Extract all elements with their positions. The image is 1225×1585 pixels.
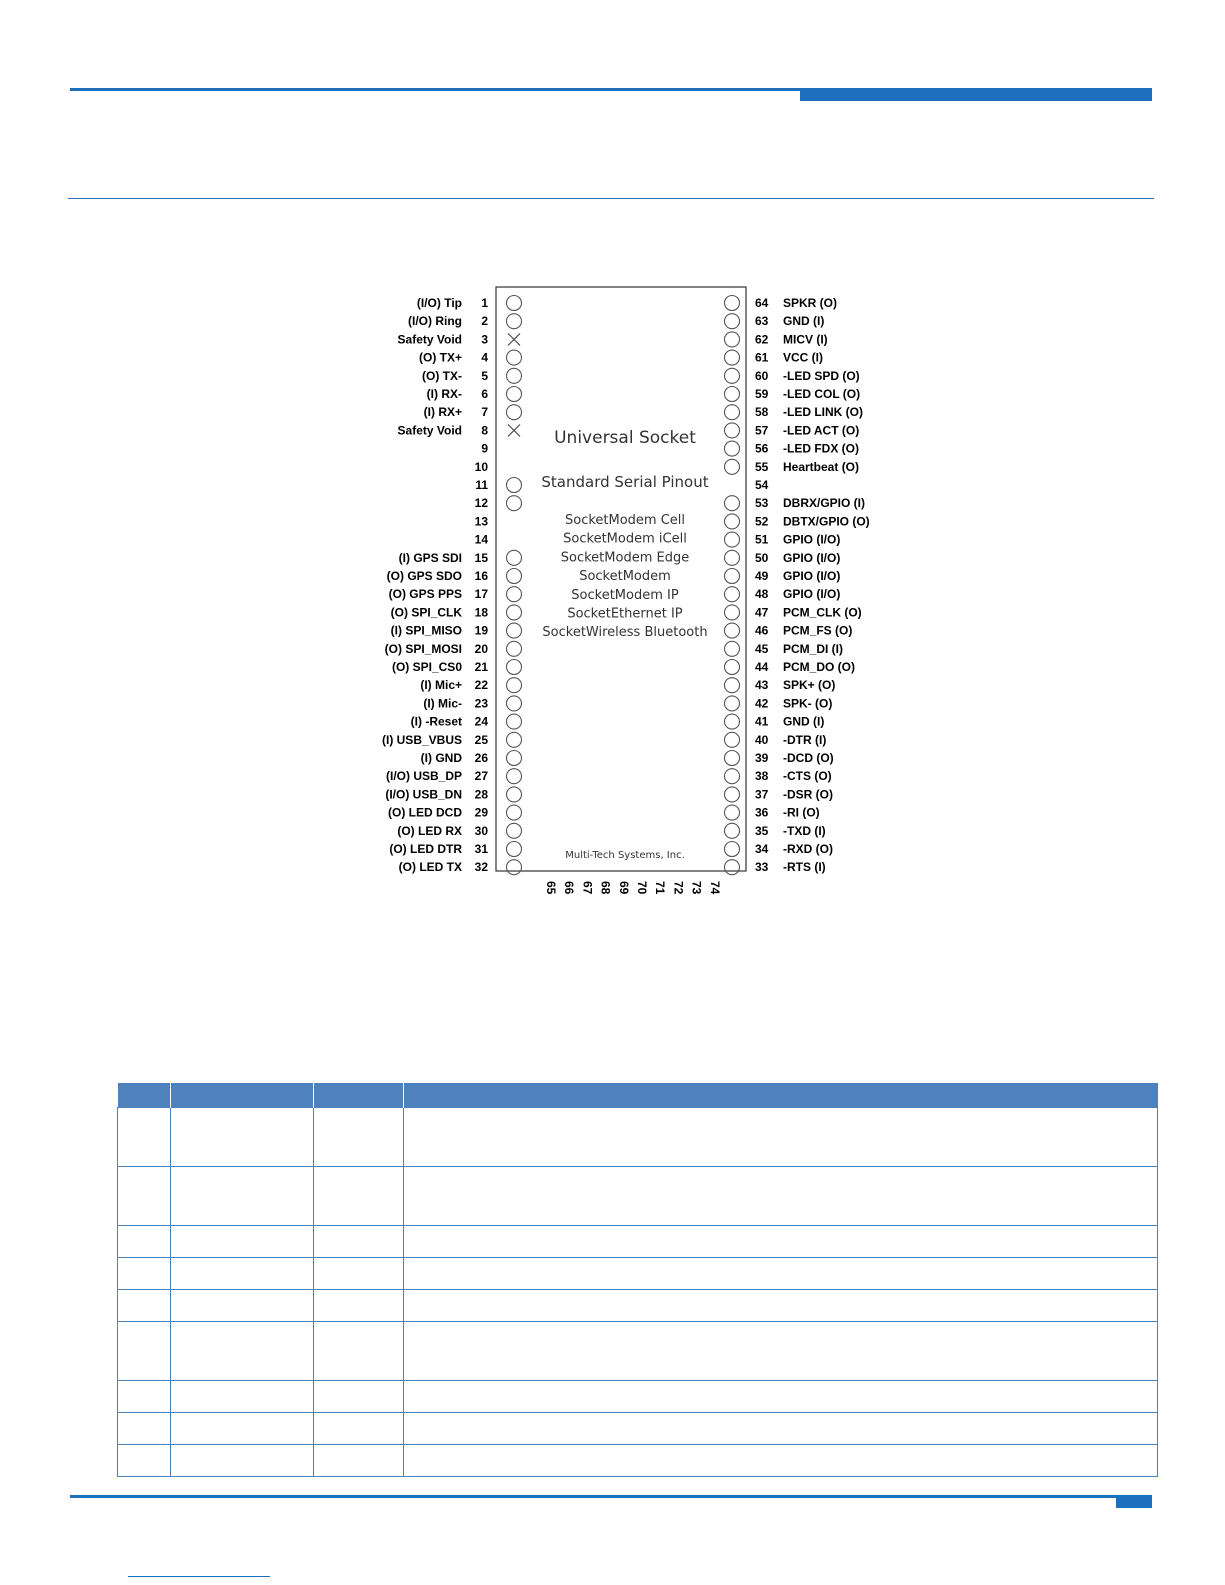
table-cell: [118, 1108, 171, 1167]
table-cell: [118, 1322, 171, 1381]
product-name: SocketWireless Bluetooth: [542, 625, 708, 641]
left-pin-number: 13: [474, 514, 488, 529]
right-pin-label: -RXD (O): [783, 842, 833, 856]
pin-hole-icon: [725, 441, 740, 456]
product-name: SocketModem: [579, 569, 671, 585]
pin-hole-icon: [725, 805, 740, 820]
diagram-title: Universal Socket: [554, 428, 696, 448]
right-pin-label: GND (I): [783, 714, 825, 729]
right-pin-label: GPIO (I/O): [783, 550, 841, 565]
pin-hole-icon: [507, 732, 522, 747]
left-pin-label: (I) Mic-: [423, 696, 462, 711]
pin-hole-icon: [725, 459, 740, 474]
table-cell: [171, 1413, 314, 1445]
left-pin-number: 20: [474, 641, 488, 656]
table-row: [118, 1108, 1158, 1167]
table-cell: [404, 1167, 1158, 1226]
left-pin-number: 24: [474, 714, 488, 729]
left-pin-number: 4: [481, 350, 488, 365]
left-pin-number: 18: [474, 605, 488, 620]
right-pin-number: 34: [755, 842, 769, 856]
left-pin-number: 7: [481, 405, 488, 420]
pin-hole-icon: [507, 751, 522, 766]
pin-hole-icon: [725, 423, 740, 438]
left-pin-number: 12: [474, 496, 488, 511]
left-pin-number: 11: [475, 478, 488, 492]
right-pin-number: 49: [755, 569, 769, 583]
bottom-pin-number: 74: [707, 881, 722, 895]
left-pin-number: 23: [474, 696, 488, 711]
right-pin-label: Heartbeat (O): [783, 459, 860, 474]
table-cell: [171, 1445, 314, 1477]
product-name: SocketModem IP: [571, 587, 679, 603]
table-cell: [171, 1258, 314, 1290]
table-cell: [171, 1167, 314, 1226]
right-pin-label: PCM_CLK (O): [783, 605, 862, 620]
left-pin-label: (O) TX+: [418, 350, 462, 365]
left-pin-number: 29: [474, 805, 488, 820]
table-cell: [404, 1381, 1158, 1413]
right-pin-number: 33: [755, 860, 769, 875]
pin-hole-icon: [507, 478, 522, 493]
left-pin-label: (O) SPI_CS0: [391, 660, 462, 674]
pin-hole-icon: [507, 787, 522, 802]
table-row: [118, 1445, 1158, 1477]
left-pin-label: (I) SPI_MISO: [390, 623, 462, 638]
right-pin-number: 51: [755, 532, 769, 547]
bottom-pin-number: 72: [671, 881, 686, 895]
table-cell: [118, 1167, 171, 1226]
right-pin-label: GPIO (I/O): [783, 587, 841, 602]
pin-hole-icon: [725, 314, 740, 329]
pin-hole-icon: [507, 678, 522, 693]
pin-hole-icon: [725, 860, 740, 875]
column-header: [404, 1083, 1158, 1108]
pin-hole-icon: [725, 405, 740, 420]
table-cell: [118, 1413, 171, 1445]
pin-hole-icon: [507, 387, 522, 402]
bottom-pin-number: 73: [689, 881, 704, 895]
left-pin-label: (I/O) USB_DP: [385, 769, 462, 784]
pin-hole-icon: [507, 496, 522, 511]
right-pin-number: 62: [755, 332, 769, 347]
table-row: [118, 1290, 1158, 1322]
product-name: SocketModem Cell: [564, 513, 686, 528]
left-pin-label: (O) LED RX: [397, 823, 462, 838]
left-pin-number: 30: [474, 823, 488, 838]
pin-hole-icon: [725, 751, 740, 766]
pin-hole-icon: [507, 605, 522, 620]
table-cell: [314, 1108, 404, 1167]
pin-hole-icon: [725, 660, 740, 675]
table-cell: [171, 1322, 314, 1381]
pin-hole-icon: [507, 805, 522, 820]
right-pin-number: 57: [755, 423, 769, 438]
left-pin-label: (O) GPS PPS: [388, 587, 462, 602]
table-cell: [404, 1413, 1158, 1445]
right-pin-label: GPIO (I/O): [783, 569, 841, 583]
pin-hole-icon: [507, 569, 522, 584]
left-pin-number: 19: [474, 623, 488, 638]
left-pin-number: 10: [474, 459, 488, 474]
right-pin-label: SPK- (O): [783, 696, 833, 711]
left-pin-number: 17: [474, 587, 488, 602]
bottom-pin-number: 68: [598, 881, 613, 895]
pin-hole-icon: [725, 787, 740, 802]
left-pin-label: (I/O) USB_DN: [385, 787, 462, 802]
table-cell: [314, 1258, 404, 1290]
right-pin-number: 64: [755, 296, 769, 310]
left-pin-label: (I/O) Ring: [408, 314, 462, 329]
column-header: [314, 1083, 404, 1108]
pin-hole-icon: [725, 514, 740, 529]
right-pin-number: 47: [755, 605, 769, 620]
bottom-pin-number: 67: [580, 881, 595, 895]
pin-hole-icon: [507, 641, 522, 656]
pin-hole-icon: [507, 350, 522, 365]
right-pin-label: GND (I): [783, 314, 825, 329]
pin-hole-icon: [725, 823, 740, 838]
column-header: [118, 1083, 171, 1108]
left-pin-label: (I) -Reset: [410, 714, 462, 729]
table-body: [118, 1108, 1158, 1477]
right-pin-label: -DSR (O): [783, 787, 833, 802]
table-row: [118, 1258, 1158, 1290]
safety-void-x-icon: [508, 333, 520, 345]
table-cell: [314, 1381, 404, 1413]
right-pin-number: 54: [755, 478, 769, 492]
right-pin-number: 48: [755, 587, 769, 602]
right-pin-label: PCM_FS (O): [783, 623, 853, 638]
right-pin-label: -DTR (I): [783, 732, 827, 747]
right-pin-number: 42: [755, 696, 769, 711]
left-pin-number: 21: [474, 660, 488, 674]
right-pin-label: -LED ACT (O): [783, 423, 860, 438]
right-pin-number: 41: [755, 714, 769, 729]
pin-hole-icon: [725, 641, 740, 656]
table-cell: [314, 1413, 404, 1445]
table-cell: [404, 1290, 1158, 1322]
table-cell: [404, 1258, 1158, 1290]
pin-hole-icon: [725, 550, 740, 565]
footer-link-underline[interactable]: [128, 1576, 270, 1577]
right-pin-label: SPK+ (O): [783, 678, 836, 693]
pin-hole-icon: [725, 368, 740, 383]
table-cell: [404, 1226, 1158, 1258]
bottom-pin-number: 66: [562, 881, 577, 895]
pin-hole-icon: [507, 623, 522, 638]
right-pin-label: DBTX/GPIO (O): [783, 514, 870, 529]
right-pin-number: 46: [755, 623, 769, 638]
pin-hole-icon: [507, 550, 522, 565]
left-pin-number: 15: [474, 550, 488, 565]
right-pin-label: -LED FDX (O): [783, 441, 859, 456]
left-pin-label: (I) RX+: [423, 405, 462, 420]
footer-rule: [70, 1495, 1152, 1498]
right-pin-label: -RTS (I): [783, 860, 826, 875]
pin-hole-icon: [507, 296, 522, 311]
right-pin-label: -LED LINK (O): [783, 405, 863, 420]
left-pin-label: (O) GPS SDO: [386, 569, 462, 583]
pin-hole-icon: [507, 587, 522, 602]
diagram-subtitle: Standard Serial Pinout: [541, 473, 709, 491]
left-pin-number: 9: [481, 441, 488, 456]
pin-hole-icon: [725, 605, 740, 620]
column-header: [171, 1083, 314, 1108]
pin-hole-icon: [507, 769, 522, 784]
table-cell: [314, 1226, 404, 1258]
pin-hole-icon: [725, 714, 740, 729]
right-pin-label: SPKR (O): [783, 296, 837, 310]
pin-hole-icon: [725, 769, 740, 784]
left-pin-number: 1: [481, 296, 488, 310]
left-pin-number: 14: [474, 532, 488, 547]
right-pin-number: 37: [755, 787, 769, 802]
left-pin-number: 27: [474, 769, 488, 784]
table-cell: [404, 1445, 1158, 1477]
bottom-pin-number: 69: [616, 881, 631, 895]
pin-hole-icon: [507, 314, 522, 329]
table-cell: [314, 1290, 404, 1322]
right-pin-number: 55: [755, 459, 769, 474]
left-pin-label: (I) RX-: [426, 387, 462, 401]
right-pin-number: 56: [755, 441, 769, 456]
pin-hole-icon: [725, 532, 740, 547]
right-pin-label: -CTS (O): [783, 769, 832, 784]
table-cell: [118, 1445, 171, 1477]
product-name: SocketModem Edge: [560, 550, 690, 566]
right-pin-label: MICV (I): [783, 332, 828, 347]
bottom-pin-number: 71: [653, 881, 668, 895]
right-pin-number: 59: [755, 387, 769, 401]
right-pin-label: -RI (O): [783, 805, 820, 820]
bottom-pin-number: 65: [544, 881, 558, 895]
table-cell: [314, 1445, 404, 1477]
table-cell: [314, 1322, 404, 1381]
bottom-pin-row: [544, 881, 722, 895]
pin-hole-icon: [725, 332, 740, 347]
pin-hole-icon: [725, 587, 740, 602]
table-cell: [314, 1167, 404, 1226]
pin-hole-icon: [725, 350, 740, 365]
left-pin-number: 26: [474, 751, 488, 765]
right-pin-number: 50: [755, 550, 769, 565]
footer-page-tab: [1116, 1498, 1152, 1508]
right-pin-number: 63: [755, 314, 769, 329]
table-cell: [171, 1290, 314, 1322]
table-cell: [171, 1108, 314, 1167]
left-pin-number: 31: [474, 842, 488, 856]
left-pin-label: (I) GPS SDI: [398, 550, 462, 565]
table-cell: [118, 1381, 171, 1413]
right-pin-label: DBRX/GPIO (I): [783, 496, 866, 511]
table-cell: [171, 1226, 314, 1258]
right-pin-number: 61: [755, 350, 769, 365]
pin-hole-icon: [507, 368, 522, 383]
bottom-pin-number: 70: [635, 881, 649, 895]
pin-hole-icon: [507, 842, 522, 857]
safety-void-x-icon: [508, 424, 520, 436]
pin-hole-icon: [725, 732, 740, 747]
pin-hole-icon: [507, 860, 522, 875]
right-pin-label: GPIO (I/O): [783, 532, 841, 547]
left-pin-label: (I) GND: [420, 751, 462, 765]
table-row: [118, 1322, 1158, 1381]
left-pin-label: Safety Void: [397, 332, 462, 347]
pin-hole-icon: [725, 696, 740, 711]
pin-hole-icon: [725, 496, 740, 511]
left-pin-label: (O) LED DTR: [389, 842, 462, 856]
right-pin-number: 52: [755, 514, 769, 529]
table-row: [118, 1413, 1158, 1445]
pin-hole-icon: [725, 569, 740, 584]
right-pin-label: -LED SPD (O): [783, 368, 860, 383]
pin-hole-icon: [507, 823, 522, 838]
left-pin-label: Safety Void: [397, 423, 462, 438]
table-row: [118, 1167, 1158, 1226]
right-pin-label: -LED COL (O): [783, 387, 861, 401]
left-pin-label: (I) Mic+: [420, 678, 462, 693]
product-name: SocketEthernet IP: [567, 606, 683, 622]
pin-hole-icon: [507, 696, 522, 711]
left-pin-number: 16: [474, 569, 488, 583]
product-name: SocketModem iCell: [563, 531, 687, 547]
left-pin-label: (O) SPI_MOSI: [384, 641, 462, 656]
left-pin-number: 25: [474, 732, 488, 747]
right-pin-label: PCM_DI (I): [783, 641, 843, 656]
table-cell: [404, 1322, 1158, 1381]
left-pin-number: 3: [481, 332, 488, 347]
product-list: [542, 513, 707, 640]
diagram-footer: Multi-Tech Systems, Inc.: [565, 850, 685, 861]
table-cell: [404, 1108, 1158, 1167]
left-pin-label: (O) TX-: [422, 368, 462, 383]
table-header-row: [118, 1083, 1158, 1108]
left-pin-label: (O) LED TX: [398, 860, 462, 875]
right-pin-number: 40: [755, 732, 769, 747]
right-pin-number: 36: [755, 805, 769, 820]
right-pin-number: 43: [755, 678, 769, 693]
right-pin-label: VCC (I): [783, 350, 823, 365]
pin-hole-icon: [507, 714, 522, 729]
table-row: [118, 1381, 1158, 1413]
right-pin-number: 35: [755, 823, 769, 838]
left-pin-number: 5: [481, 368, 488, 383]
right-pin-label: -DCD (O): [783, 751, 834, 765]
left-pin-number: 22: [474, 678, 488, 693]
left-pin-column: [382, 296, 522, 875]
pin-hole-icon: [725, 842, 740, 857]
left-pin-number: 6: [481, 387, 488, 401]
right-pin-number: 45: [755, 641, 769, 656]
pin-hole-icon: [507, 660, 522, 675]
pin-hole-icon: [725, 296, 740, 311]
left-pin-number: 2: [481, 314, 488, 329]
pin-hole-icon: [725, 623, 740, 638]
left-pin-number: 28: [474, 787, 488, 802]
pin-hole-icon: [507, 405, 522, 420]
right-pin-number: 60: [755, 368, 769, 383]
right-pin-number: 53: [755, 496, 769, 511]
pin-hole-icon: [725, 387, 740, 402]
table-cell: [118, 1226, 171, 1258]
left-pin-number: 8: [481, 423, 488, 438]
pin-hole-icon: [725, 678, 740, 693]
right-pin-number: 44: [755, 660, 769, 674]
right-pin-label: -TXD (I): [783, 823, 826, 838]
table-row: [118, 1226, 1158, 1258]
left-pin-label: (I) USB_VBUS: [381, 732, 462, 747]
right-pin-number: 58: [755, 405, 769, 420]
table-cell: [171, 1381, 314, 1413]
right-pin-label: PCM_DO (O): [783, 660, 855, 674]
table-cell: [118, 1258, 171, 1290]
left-pin-number: 32: [474, 860, 488, 875]
table-cell: [118, 1290, 171, 1322]
left-pin-label: (I/O) Tip: [416, 296, 462, 310]
pin-description-table: [117, 1083, 1158, 1477]
left-pin-label: (O) SPI_CLK: [390, 605, 462, 620]
right-pin-number: 39: [755, 751, 769, 765]
right-pin-number: 38: [755, 769, 769, 784]
left-pin-label: (O) LED DCD: [388, 805, 462, 820]
